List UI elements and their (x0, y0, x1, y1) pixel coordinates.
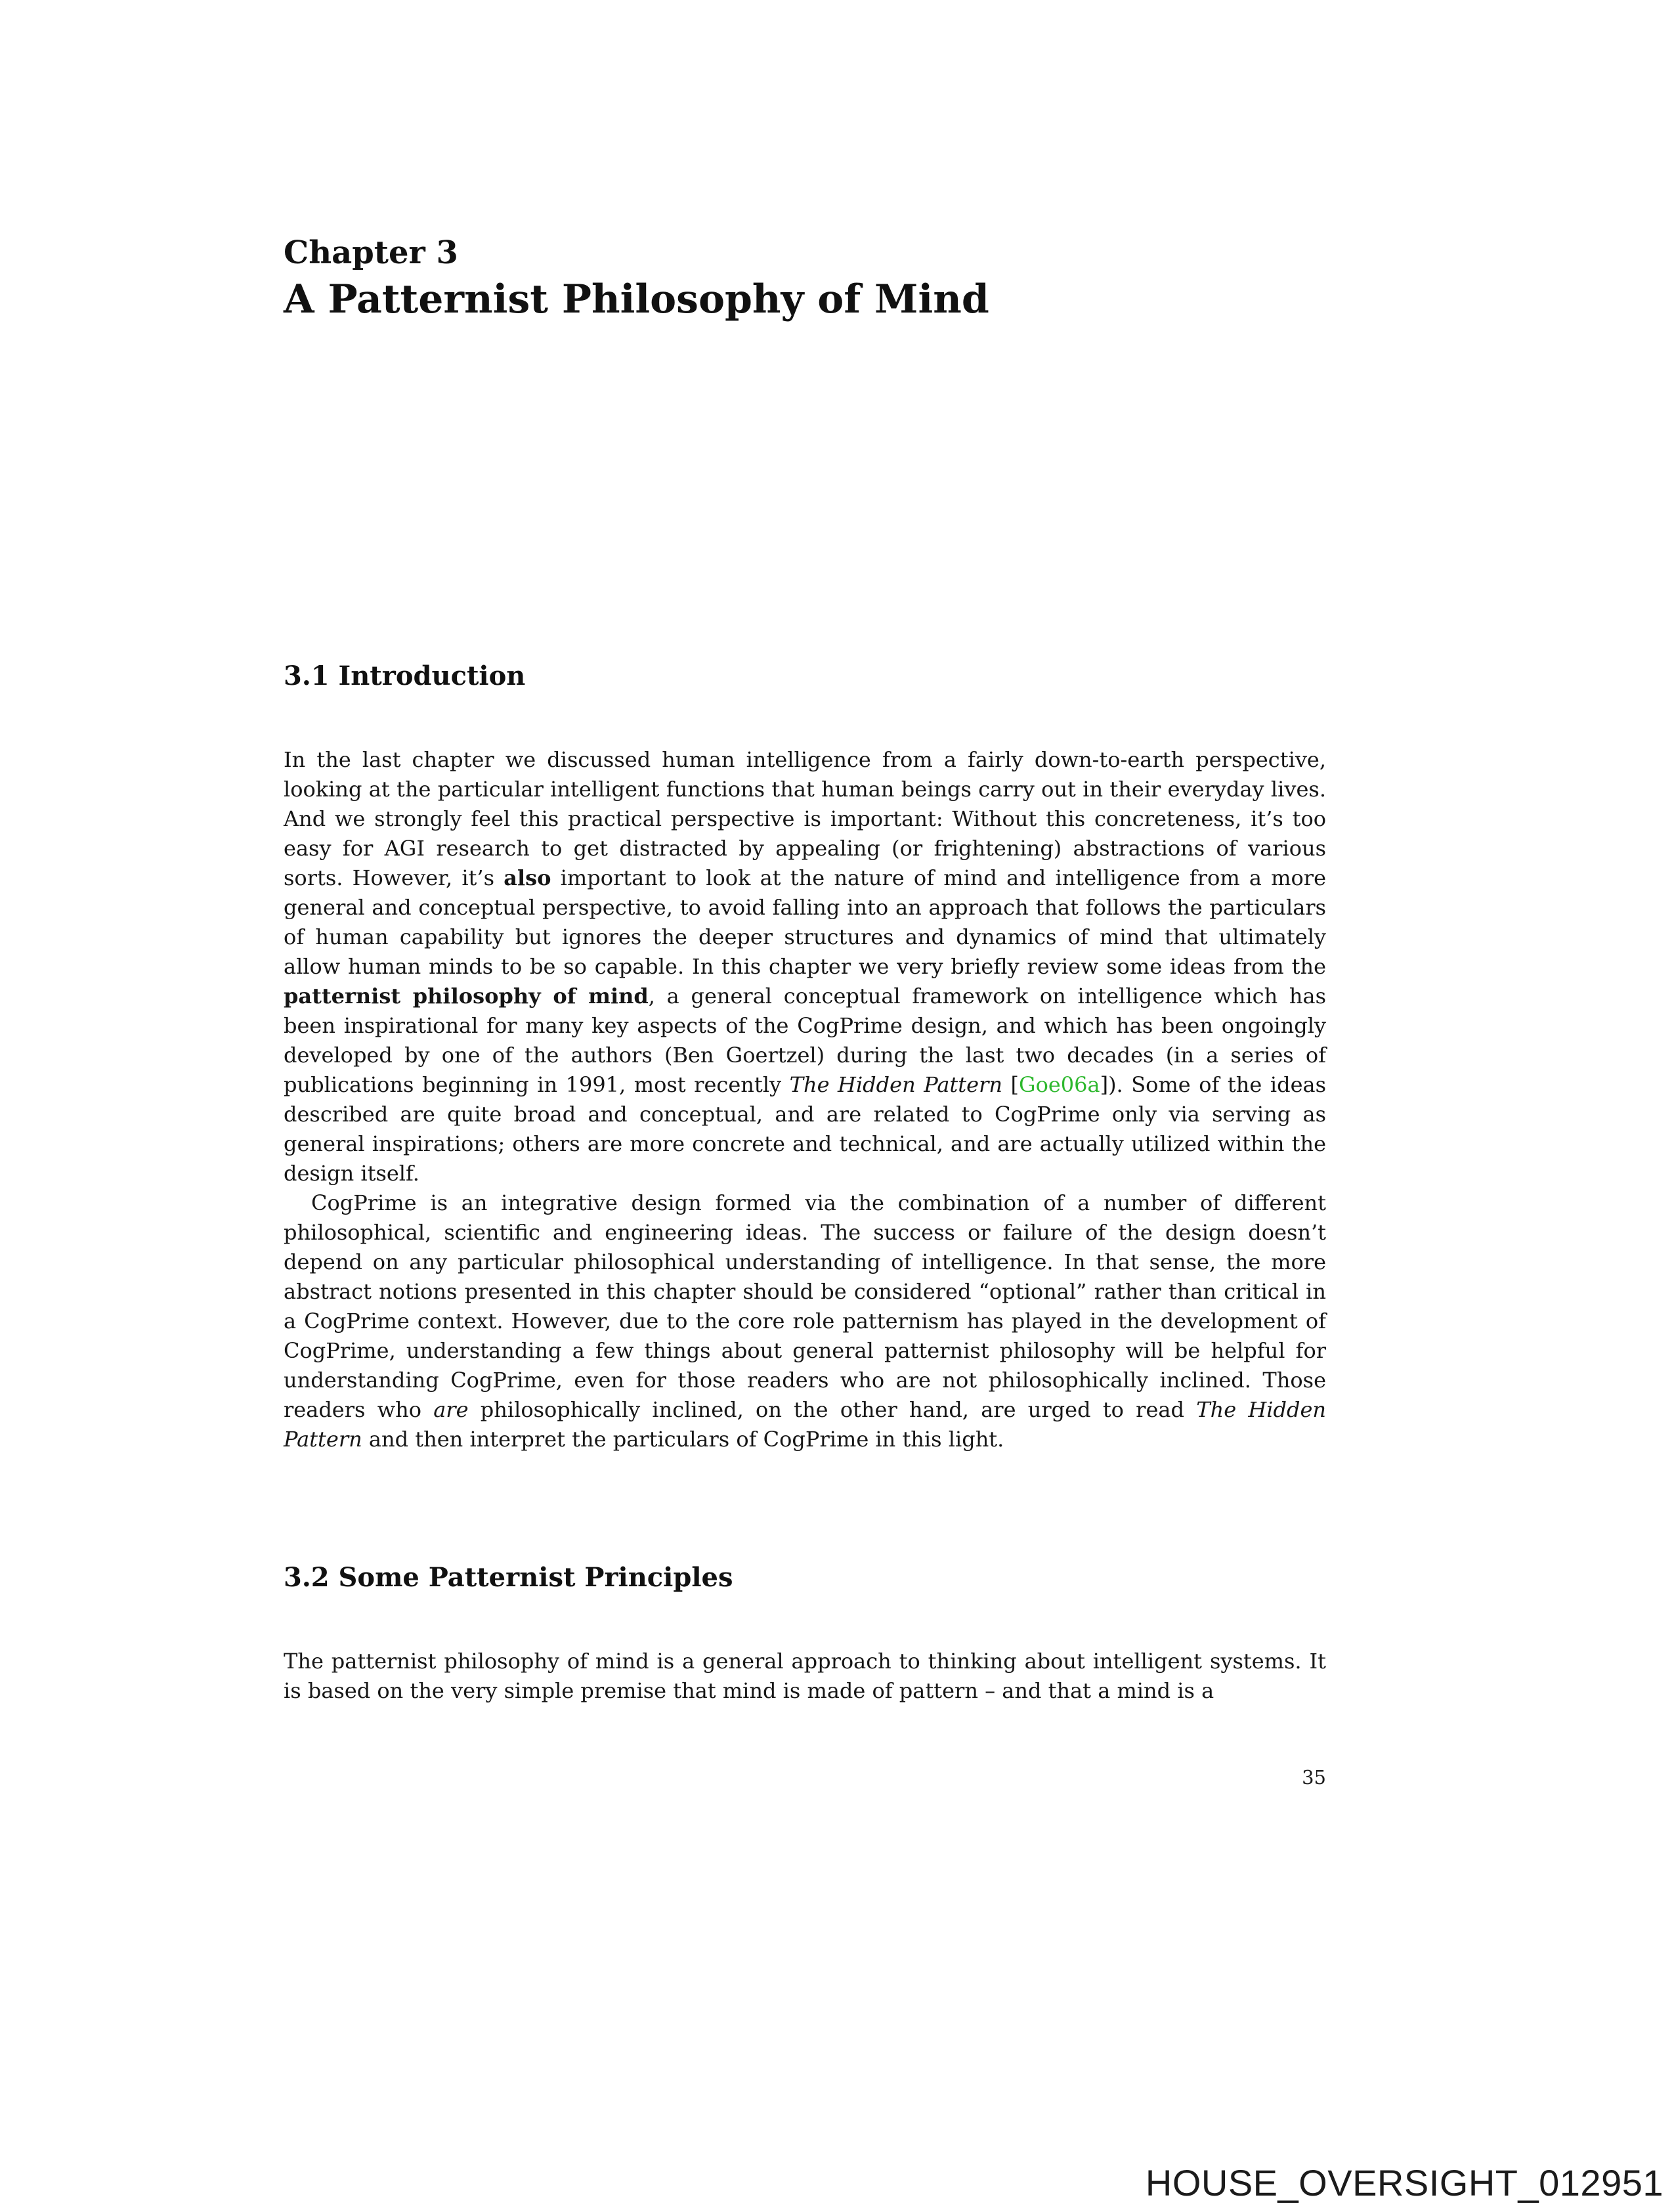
paragraph: CogPrime is an integrative design formed via the combination of a number of different philosophical, scientific and engineering ideas. The success or failure of the design doesn’t depend on any particular philosophical understanding of intelligence. In that sense, the more abstract notions presented in this chapter should be considered “optional” rather than critical in a CogPrime context. However, due to the core role patternism has played in the development of CogPrime, understanding a few things about general patternist philosophy will be helpful for understanding CogPrime, even for those readers who are not philosophically inclined. Those readers who are philosophically inclined, on the other hand, are urged to read The Hidden Pattern and then interpret the particulars of CogPrime in this light. (284, 1190, 1327, 1452)
page-number: 35 (1302, 1766, 1326, 1789)
paragraph: In the last chapter we discussed human intelligence from a fairly down-to-earth perspective, looking at the particular intelligent functions that human beings carry out in their everyday lives. And we strongly feel this practical perspective is important: Without this concreteness, it’s too easy for AGI research to get distracted by appealing (or frightening) abstractions of various sorts. However, it’s also important to look at the nature of mind and intelligence from a more general and conceptual perspective, to avoid falling into an approach that follows the particulars of human capability but ignores the deeper structures and dynamics of mind that ultimately allow human minds to be so capable. In this chapter we very briefly review some ideas from the patternist philosophy of mind, a general conceptual framework on intelligence which has been inspirational for many key aspects of the CogPrime design, and which has been ongoingly developed by one of the authors (Ben Goertzel) during the last two decades (in a series of publications beginning in 1991, most recently The Hidden Pattern [Goe06a]). Some of the ideas described are quite broad and conceptual, and are related to CogPrime only via serving as general inspirations; others are more concrete and technical, and are actually utilized within the design itself. (284, 747, 1327, 1186)
chapter-label: Chapter 3 (284, 234, 458, 271)
page-content (284, 235, 1326, 1789)
watermark: HOUSE_OVERSIGHT_012951 (1145, 2162, 1663, 2203)
chapter-title: A Patternist Philosophy of Mind (284, 276, 989, 323)
section-heading-3-1: 3.1 Introduction (284, 661, 526, 692)
section-3-1-body (284, 745, 1326, 1454)
paragraph: The patternist philosophy of mind is a general approach to thinking about intelligent systems. It is based on the very simple premise that mind is made of pattern – and that a mind is a (284, 1649, 1326, 1704)
section-3-2-body (284, 1647, 1326, 1706)
section-heading-3-2: 3.2 Some Patternist Principles (284, 1562, 733, 1594)
